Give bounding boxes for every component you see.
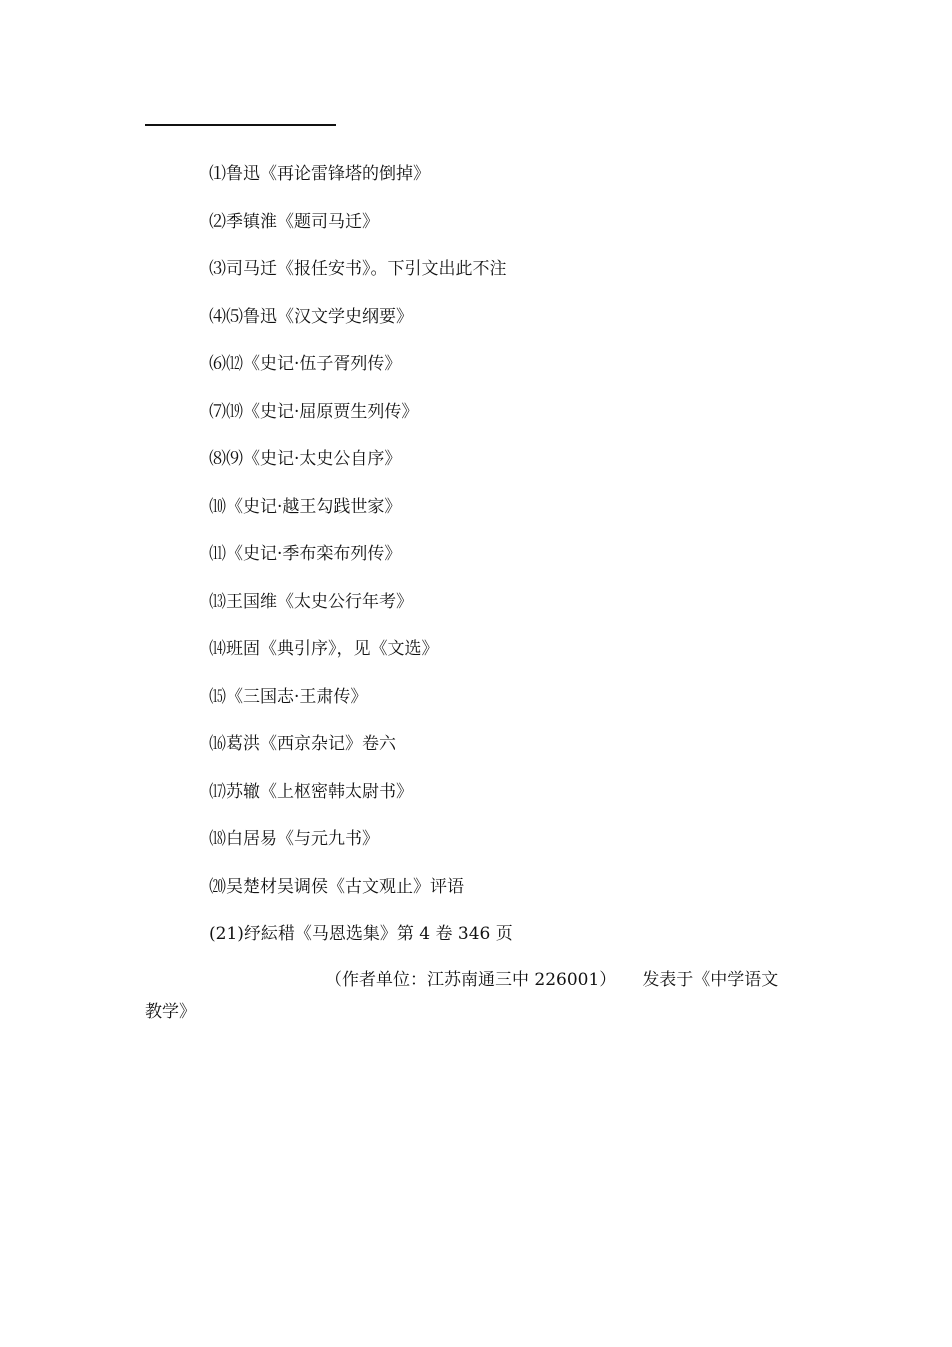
footnote-16: ⒃葛洪《西京杂记》卷六	[209, 734, 396, 754]
publication-note-continued: 教学》	[145, 1002, 196, 1022]
publication-note: 发表于《中学语文	[642, 970, 779, 990]
footnote-separator	[145, 124, 336, 126]
footer-line-2	[145, 996, 815, 1028]
footer-line-1	[145, 964, 815, 996]
footnote-4-5: ⑷⑸鲁迅《汉文学史纲要》	[209, 306, 413, 327]
footnote-list	[209, 160, 829, 968]
footnote-11: ⑾《史记·季布栾布列传》	[209, 544, 402, 564]
footnote-17: ⒄苏辙《上枢密韩太尉书》	[209, 781, 413, 802]
footnote-1: ⑴鲁迅《再论雷锋塔的倒掉》	[209, 164, 430, 184]
footnote-18: ⒅白居易《与元九书》	[209, 829, 379, 849]
footnote-20: ⒇吴楚材吴调侯《古文观止》评语	[209, 876, 464, 897]
footnote-14: ⒁班固《典引序》，见《文选》	[209, 639, 439, 659]
footnote-13: ⒀王国维《太史公行年考》	[209, 591, 413, 612]
footnote-7-19: ⑺⒆《史记·屈原贾生列传》	[209, 401, 419, 422]
footnote-21: (21)纾紜稓《马恩选集》第 4 卷 346 页	[209, 924, 513, 944]
author-footer	[145, 964, 815, 1028]
footnote-15: ⒂《三国志·王肃传》	[209, 686, 368, 707]
footnote-3: ⑶司马迁《报任安书》。下引文出此不注	[209, 259, 507, 279]
footnote-6-12: ⑹⑿《史记·伍子胥列传》	[209, 354, 402, 374]
author-affiliation: （作者单位：江苏南通三中 226001）	[325, 970, 617, 990]
footnote-2: ⑵季镇淮《题司马迁》	[209, 211, 379, 232]
footnote-8-9: ⑻⑼《史记·太史公自序》	[209, 449, 402, 469]
footnote-10: ⑽《史记·越王勾践世家》	[209, 496, 402, 517]
